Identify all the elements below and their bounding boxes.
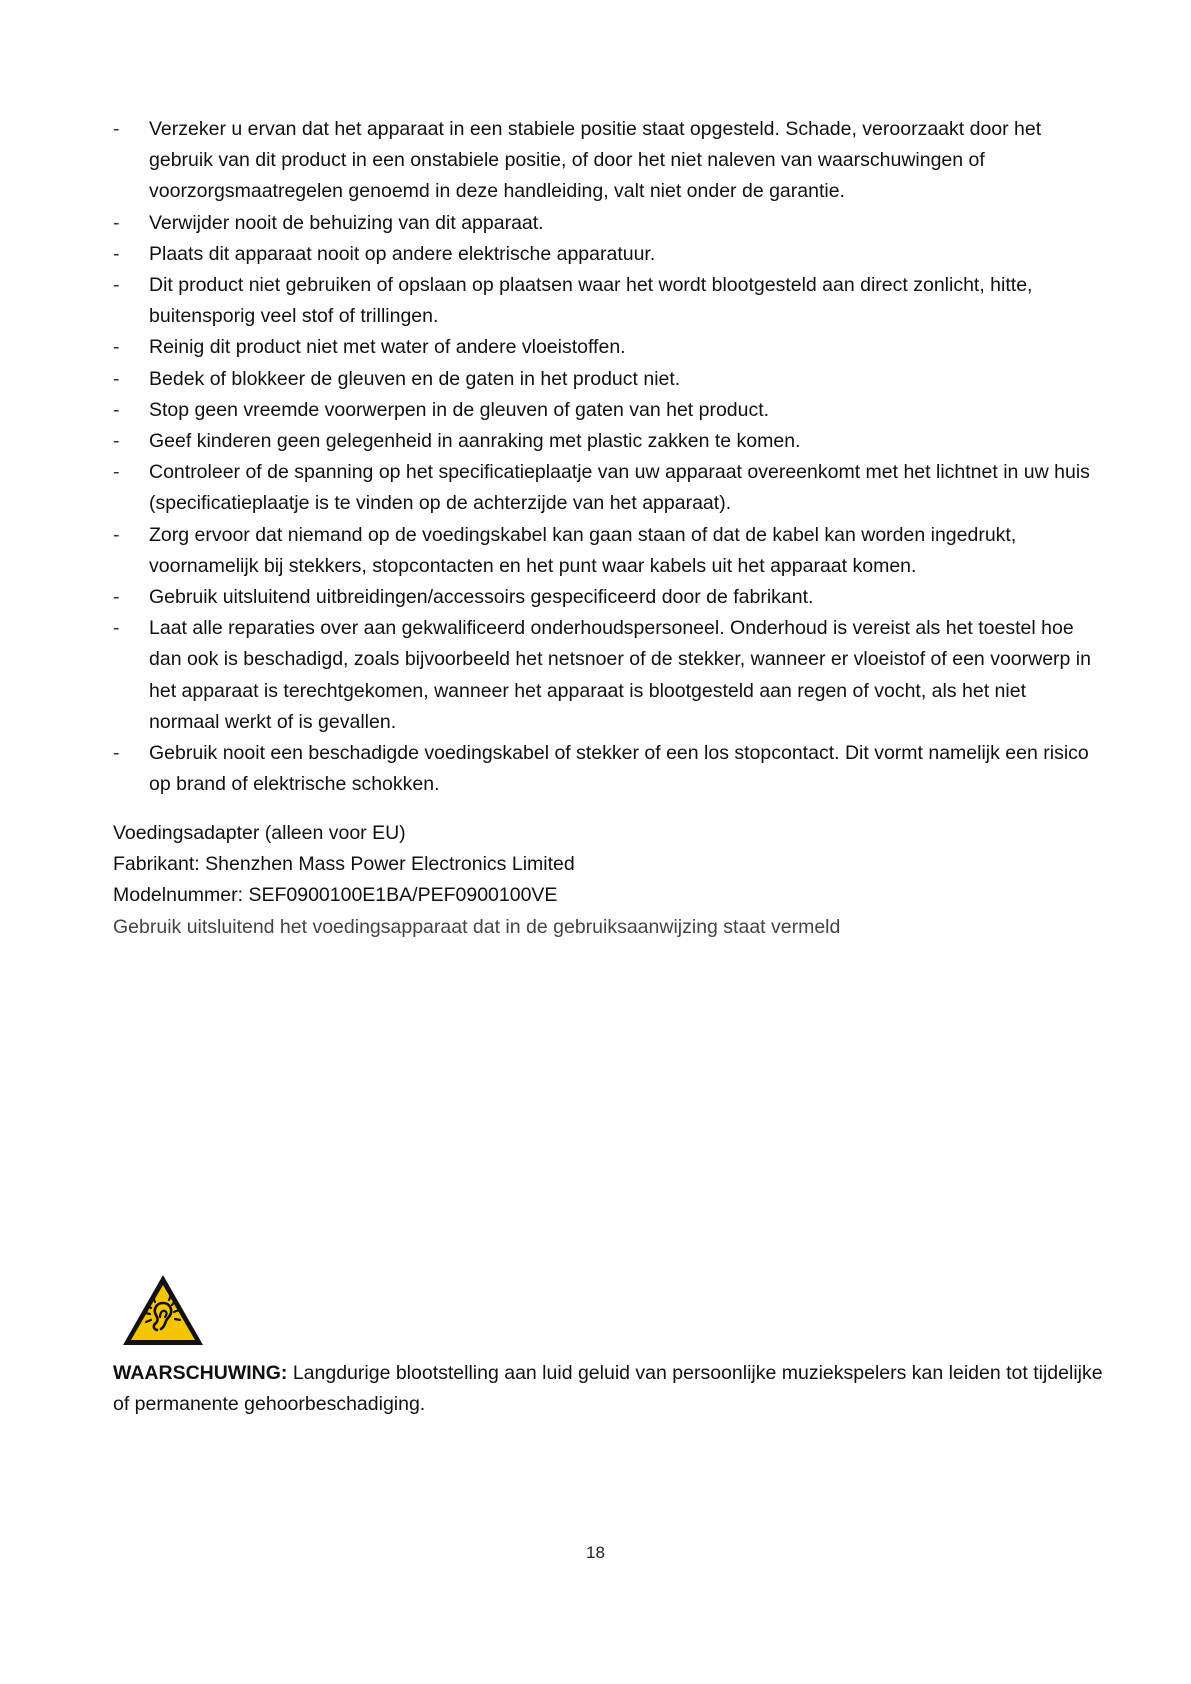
precaution-text: Controleer of de spanning op het specificatieplaatje van uw apparaat overeenkomt met het lichtnet in uw huis (specificatieplaatje is te vinden op de achterzijde van het apparaat).: [149, 461, 1090, 515]
precaution-text: Stop geen vreemde voorwerpen in de gleuven of gaten van het product.: [149, 398, 770, 421]
precaution-text: Zorg ervoor dat niemand op de voedingskabel kan gaan staan of dat de kabel kan worden ingedrukt, voornamelijk bij stekkers, stopcontacten en het punt waar kabels uit het apparaat komen.: [149, 523, 1017, 577]
list-item: [113, 738, 1093, 800]
bullet-dash: -: [113, 430, 120, 453]
list-item: [113, 582, 1093, 613]
precautions-list: [113, 114, 1093, 800]
precaution-text: Plaats dit apparaat nooit op andere elektrische apparatuur.: [149, 242, 656, 265]
bullet-dash: -: [113, 211, 120, 234]
list-item: [113, 457, 1093, 519]
list-item: [113, 332, 1093, 363]
precaution-text: Verwijder nooit de behuizing van dit apparaat.: [149, 211, 544, 234]
list-item: [113, 270, 1093, 332]
power-adapter-info: [113, 818, 1093, 943]
warning-text: Langdurige blootstelling aan luid geluid van persoonlijke muziekspelers kan leiden tot tijdelijke of permanente gehoorbeschadiging.: [113, 1362, 1103, 1416]
precaution-text: Bedek of blokkeer de gleuven en de gaten in het product niet.: [149, 367, 681, 390]
page-number: 18: [586, 1543, 605, 1562]
list-item: [113, 208, 1093, 239]
bullet-dash: -: [113, 617, 120, 640]
bullet-dash: -: [113, 118, 120, 140]
hearing-damage-warning-icon: [120, 1272, 206, 1348]
list-item: [113, 520, 1093, 582]
adapter-usage-note: Gebruik uitsluitend het voedingsapparaat dat in de gebruiksaanwijzing staat vermeld: [113, 915, 841, 938]
bullet-dash: -: [113, 336, 120, 359]
adapter-manufacturer: Fabrikant: Shenzhen Mass Power Electronics Limited: [113, 853, 575, 876]
bullet-dash: -: [113, 586, 120, 609]
list-item: [113, 426, 1093, 457]
precaution-text: Laat alle reparaties over aan gekwalificeerd onderhoudspersoneel. Onderhoud is vereist als het toestel hoe dan ook is beschadigd, zoals bijvoorbeeld het netsnoer of de stekker, wanneer er vloeistof of een voorwerp in het apparaat is terechtgekomen, wanneer het apparaat is blootgesteld aan regen of vocht, als het niet normaal werkt of is gevallen.: [149, 617, 1091, 733]
bullet-dash: -: [113, 398, 120, 421]
bullet-dash: -: [113, 461, 120, 484]
bullet-dash: -: [113, 242, 120, 265]
bullet-dash: -: [113, 367, 120, 390]
bullet-dash: -: [113, 742, 120, 765]
bullet-dash: -: [113, 274, 120, 297]
hearing-warning: [113, 1358, 1103, 1420]
list-item: [113, 613, 1093, 738]
list-item: [113, 114, 1093, 208]
warning-label: WAARSCHUWING:: [113, 1362, 288, 1384]
bullet-dash: -: [113, 523, 120, 546]
precaution-text: Dit product niet gebruiken of opslaan op plaatsen waar het wordt blootgesteld aan direct zonlicht, hitte, buitensporig veel stof of trillingen.: [149, 274, 1033, 328]
list-item: [113, 239, 1093, 270]
list-item: [113, 395, 1093, 426]
precaution-text: Gebruik nooit een beschadigde voedingskabel of stekker of een los stopcontact. Dit vormt namelijk een risico op brand of elektrische schokken.: [149, 742, 1089, 796]
precaution-text: Geef kinderen geen gelegenheid in aanraking met plastic zakken te komen.: [149, 430, 801, 453]
adapter-model-number: Modelnummer: SEF0900100E1BA/PEF0900100VE: [113, 884, 558, 907]
list-item: [113, 364, 1093, 395]
precaution-text: Gebruik uitsluitend uitbreidingen/accessoirs gespecificeerd door de fabrikant.: [149, 586, 814, 609]
adapter-heading: Voedingsadapter (alleen voor EU): [113, 822, 406, 844]
precaution-text: Verzeker u ervan dat het apparaat in een stabiele positie staat opgesteld. Schade, veroorzaakt door het gebruik van dit product in een onstabiele positie, of door het niet naleven van waarschuwingen of voorzorgsmaatregelen genoemd in deze handleiding, valt niet onder de garantie.: [149, 118, 1042, 203]
precaution-text: Reinig dit product niet met water of andere vloeistoffen.: [149, 336, 626, 359]
